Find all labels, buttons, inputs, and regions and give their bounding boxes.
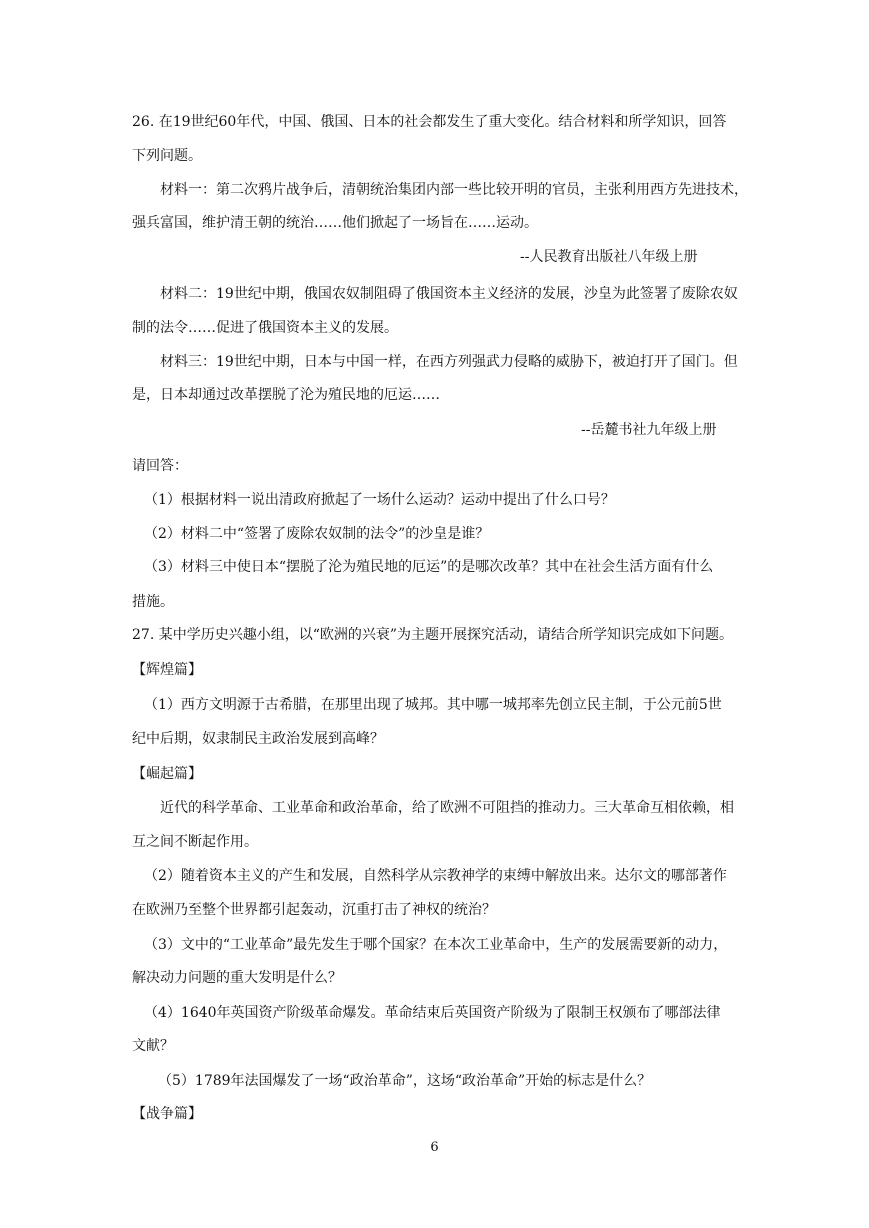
page-number: 6 xyxy=(430,1140,439,1155)
q27-sub-1-line-1: （1）西方文明源于古希腊，在那里出现了城邦。其中哪一城邦率先创立民主制，于公元前5世 xyxy=(144,697,722,713)
material-3-line-2: 是，日本却通过改革摆脱了沦为殖民地的厄运…… xyxy=(132,387,440,403)
rise-intro-line-2: 互之间不断起作用。 xyxy=(132,834,258,850)
q27-sub-4-line-1: （4）1640年英国资产阶级革命爆发。革命结束后英国资产阶级为了限制王权颁布了哪部法律 xyxy=(144,1005,721,1021)
q27-stem: 27. 某中学历史兴趣小组，以“欧洲的兴衰”为主题开展探究活动，请结合所学知识完成如下问题。 xyxy=(132,627,734,643)
q27-sub-3-line-2: 解决动力问题的重大发明是什么？ xyxy=(132,970,342,986)
rise-intro-line-1: 近代的科学革命、工业革命和政治革命，给了欧洲不可阻挡的推动力。三大革命互相依赖，相 xyxy=(160,800,734,816)
material-1-source: --人民教育出版社八年级上册 xyxy=(520,249,698,265)
material-1-line-1: 材料一：第二次鸦片战争后，清朝统治集团内部一些比较开明的官员，主张利用西方先进技术， xyxy=(160,182,748,198)
section-rise-heading: 【崛起篇】 xyxy=(132,766,202,782)
q26-stem-line-1: 26. 在19世纪60年代，中国、俄国、日本的社会都发生了重大变化。结合材料和所学知识，回答 xyxy=(132,114,727,130)
section-war-heading: 【战争篇】 xyxy=(132,1106,202,1122)
q27-sub-2-line-1: （2）随着资本主义的产生和发展，自然科学从宗教神学的束缚中解放出来。达尔文的哪部著作 xyxy=(144,868,727,884)
material-2-line-1: 材料二：19世纪中期，俄国农奴制阻碍了俄国资本主义经济的发展，沙皇为此签署了废除农奴 xyxy=(160,286,738,302)
q26-stem-line-2: 下列问题。 xyxy=(132,148,202,164)
q27-sub-3-line-1: （3）文中的“工业革命”最先发生于哪个国家？在本次工业革命中，生产的发展需要新的动力， xyxy=(144,937,728,953)
q27-sub-4-line-2: 文献？ xyxy=(132,1038,174,1054)
section-brilliance-heading: 【辉煌篇】 xyxy=(132,662,202,678)
answer-prompt: 请回答： xyxy=(132,458,188,474)
q26-sub-1: （1）根据材料一说出清政府掀起了一场什么运动？运动中提出了什么口号？ xyxy=(144,492,615,508)
q26-sub-3-line-2: 措施。 xyxy=(132,594,174,610)
q27-sub-2-line-2: 在欧洲乃至整个世界都引起轰动，沉重打击了神权的统治？ xyxy=(132,902,496,918)
q26-sub-2: （2）材料二中“签署了废除农奴制的法令”的沙皇是谁？ xyxy=(144,526,490,542)
material-2-line-2: 制的法令……促进了俄国资本主义的发展。 xyxy=(132,320,398,336)
q26-sub-3-line-1: （3）材料三中使日本“摆脱了沦为殖民地的厄运”的是哪次改革？其中在社会生活方面有什么 xyxy=(144,559,714,575)
material-3-line-1: 材料三：19世纪中期，日本与中国一样，在西方列强武力侵略的威胁下，被迫打开了国门。但 xyxy=(160,354,738,370)
material-3-source: --岳麓书社九年级上册 xyxy=(581,422,717,438)
q27-sub-1-line-2: 纪中后期，奴隶制民主政治发展到高峰？ xyxy=(132,731,384,747)
q27-sub-5: （5）1789年法国爆发了一场“政治革命”，这场“政治革命”开始的标志是什么？ xyxy=(158,1073,652,1089)
material-1-line-2: 强兵富国，维护清王朝的统治……他们掀起了一场旨在……运动。 xyxy=(132,215,538,231)
